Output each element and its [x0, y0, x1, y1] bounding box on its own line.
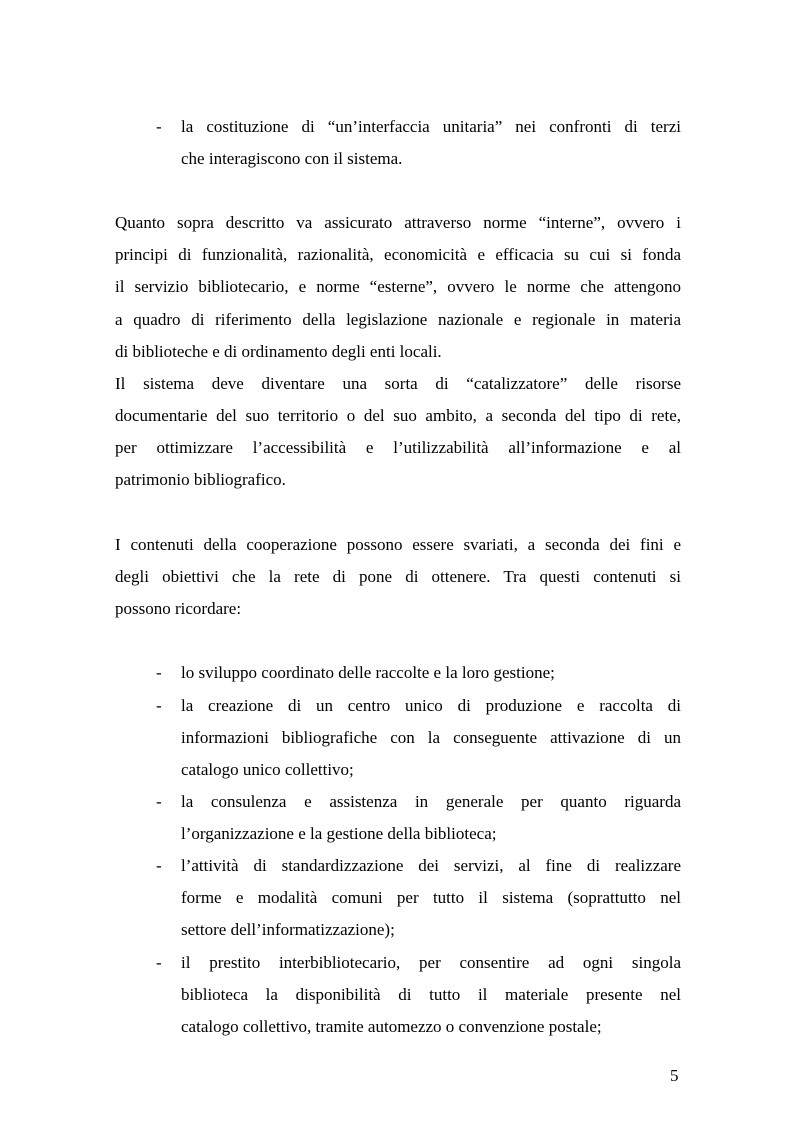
- paragraph-line: I contenuti della cooperazione possono essere svariati, a seconda dei fini e: [115, 535, 681, 554]
- list-item-line: catalogo collettivo, tramite automezzo o convenzione postale;: [181, 1017, 602, 1036]
- paragraph-line: possono ricordare:: [115, 599, 242, 618]
- paragraph-line: documentarie del suo territorio o del suo ambito, a seconda del tipo di rete,: [115, 406, 681, 425]
- list-item-line: biblioteca la disponibilità di tutto il materiale presente nel: [181, 985, 681, 1004]
- paragraph-line: Il sistema deve diventare una sorta di “catalizzatore” delle risorse: [115, 374, 681, 393]
- list-item-line: lo sviluppo coordinato delle raccolte e la loro gestione;: [181, 663, 555, 682]
- list-item-line: catalogo unico collettivo;: [181, 760, 354, 779]
- paragraph-line: per ottimizzare l’accessibilità e l’utilizzabilità all’informazione e al: [115, 438, 681, 457]
- bullet-dash: -: [156, 696, 162, 715]
- paragraph-line: il servizio bibliotecario, e norme “esterne”, ovvero le norme che attengono: [115, 277, 681, 296]
- paragraph-line: principi di funzionalità, razionalità, economicità e efficacia su cui si fonda: [115, 245, 681, 264]
- list-item-line: il prestito interbibliotecario, per consentire ad ogni singola: [181, 953, 681, 972]
- list-item-line: l’attività di standardizzazione dei servizi, al fine di realizzare: [181, 856, 681, 875]
- list-item-line: la creazione di un centro unico di produzione e raccolta di: [181, 696, 681, 715]
- list-item-line: forme e modalità comuni per tutto il sistema (soprattutto nel: [181, 888, 681, 907]
- list-item-line: che interagiscono con il sistema.: [181, 149, 403, 168]
- paragraph-line: degli obiettivi che la rete di pone di ottenere. Tra questi contenuti si: [115, 567, 681, 586]
- paragraph-line: patrimonio bibliografico.: [115, 470, 286, 489]
- list-item-line: la consulenza e assistenza in generale per quanto riguarda: [181, 792, 681, 811]
- page-number: 5: [670, 1066, 679, 1085]
- list-item-line: settore dell’informatizzazione);: [181, 920, 395, 939]
- bullet-dash: -: [156, 117, 162, 136]
- list-item-line: informazioni bibliografiche con la conseguente attivazione di un: [181, 728, 681, 747]
- bullet-dash: -: [156, 792, 162, 811]
- bullet-dash: -: [156, 663, 162, 682]
- paragraph-line: Quanto sopra descritto va assicurato attraverso norme “interne”, ovvero i: [115, 213, 681, 232]
- bullet-dash: -: [156, 856, 162, 875]
- list-item-line: la costituzione di “un’interfaccia unitaria” nei confronti di terzi: [181, 117, 681, 136]
- paragraph-line: a quadro di riferimento della legislazione nazionale e regionale in materia: [115, 310, 681, 329]
- bullet-dash: -: [156, 953, 162, 972]
- paragraph-line: di biblioteche e di ordinamento degli enti locali.: [115, 342, 442, 361]
- list-item-line: l’organizzazione e la gestione della biblioteca;: [181, 824, 497, 843]
